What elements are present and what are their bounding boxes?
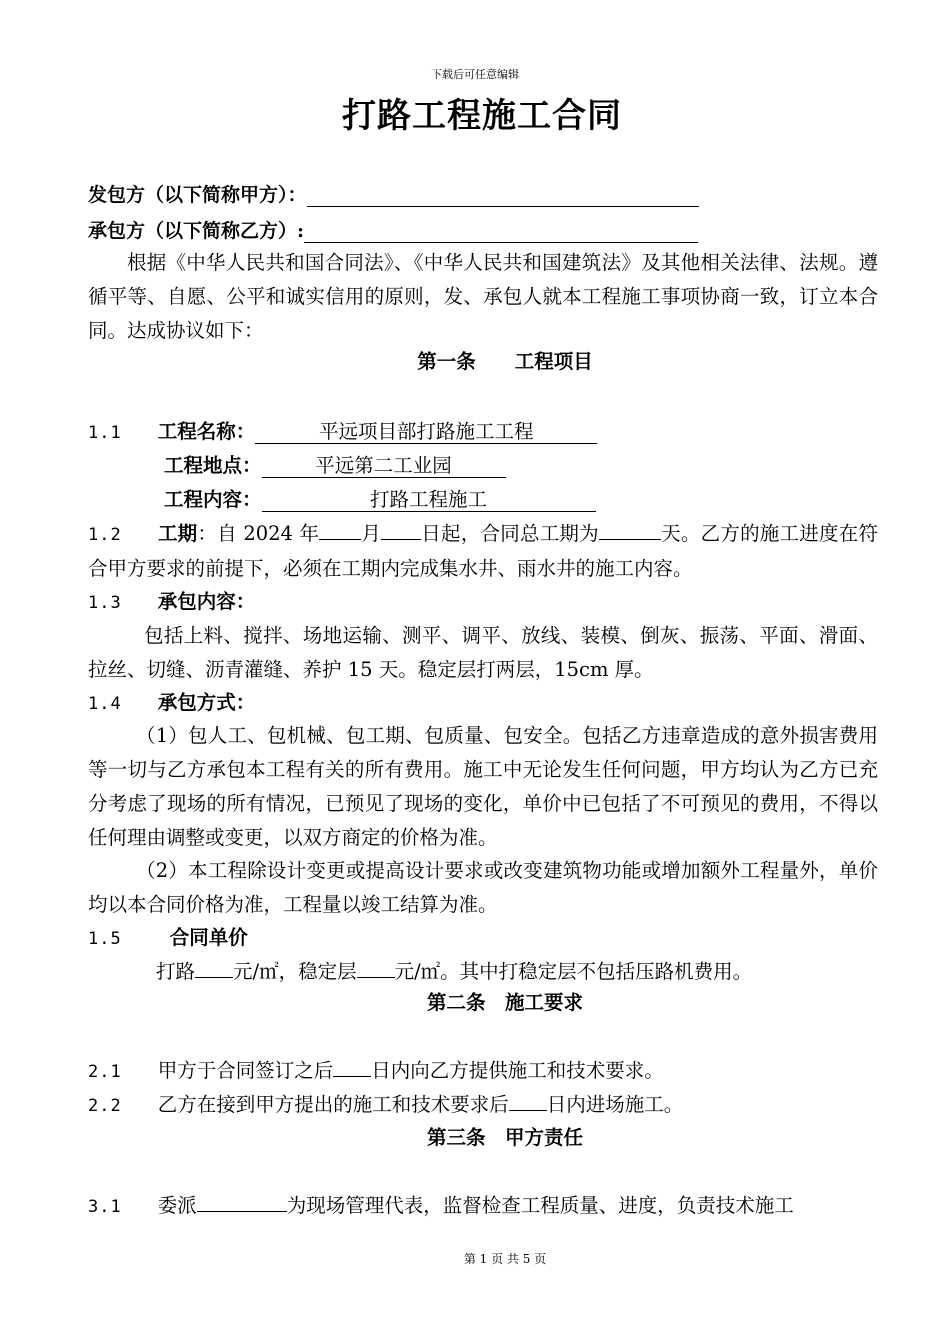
unit-price-text-a: 打路	[156, 960, 196, 983]
clause-number: 1.5	[88, 929, 122, 949]
unit-price-text-b: 元/㎡，稳定层	[233, 960, 357, 983]
document-title: 打路工程施工合同	[342, 96, 622, 136]
duration-text-c: 日起，合同总工期为	[421, 522, 599, 545]
party-a-line	[88, 180, 699, 207]
duration-label: 工期	[157, 522, 198, 545]
party-b-blank[interactable]	[304, 224, 698, 243]
clause-1-5-heading	[88, 921, 248, 956]
road-price-blank[interactable]	[195, 959, 233, 978]
article-3-heading: 第三条 甲方责任	[426, 1126, 583, 1149]
clause-number: 1.4	[88, 694, 122, 714]
clause-1-1-name	[88, 415, 597, 450]
party-a-blank[interactable]	[307, 188, 699, 207]
clause-2-2-text-a: 乙方在接到甲方提出的施工和技术要求后	[157, 1093, 509, 1116]
clause-1-1-site	[164, 449, 506, 483]
clause-number: 2.2	[88, 1096, 122, 1116]
stable-layer-price-blank[interactable]	[357, 959, 395, 978]
unit-price-text-c: 元/㎡。其中打稳定层不包括压路机费用。	[394, 960, 753, 983]
clause-number: 1.3	[88, 593, 122, 613]
clause-2-2	[88, 1088, 683, 1123]
project-content-label: 工程内容：	[164, 488, 262, 511]
project-name-label: 工程名称：	[157, 420, 256, 443]
total-days-blank[interactable]	[599, 521, 661, 540]
duration-text-d: 天。乙方的施工进度在符合甲方要求的前提下，必须在工期内完成集水井、雨水井的施工内容。	[88, 522, 878, 580]
party-a-label: 发包方（以下简称甲方）：	[88, 184, 307, 206]
clause-1-3-heading	[88, 585, 255, 620]
clause-2-1	[88, 1054, 664, 1089]
clause-3-1-text-a: 委派	[157, 1194, 197, 1217]
representative-blank[interactable]	[197, 1193, 287, 1212]
article-2-heading: 第二条 施工要求	[426, 991, 583, 1014]
party-b-label: 承包方（以下简称乙方）:	[88, 220, 305, 242]
project-name-value: 平远项目部打路施工工程	[255, 421, 597, 444]
clause-number: 3.1	[88, 1197, 122, 1217]
days-blank-2-2[interactable]	[509, 1092, 547, 1111]
clause-1-4-heading	[88, 686, 255, 721]
mode-label: 承包方式：	[157, 691, 256, 714]
preamble: 根据《中华人民共和国合同法》、《中华人民共和国建筑法》及其他相关法律、法规。遵循平等、自愿、公平和诚实信用的原则，发、承包人就本工程施工事项协商一致，订立本合同。达成协议如下：	[88, 251, 878, 342]
party-b-line	[88, 216, 698, 243]
project-content-value: 打路工程施工	[262, 489, 596, 512]
day-blank[interactable]	[381, 521, 421, 540]
duration-text-b: 月	[361, 522, 382, 545]
days-blank-2-1[interactable]	[333, 1058, 371, 1077]
clause-3-1-text-b: 为现场管理代表，监督检查工程质量、进度，负责技术施工	[286, 1194, 794, 1217]
clause-number: 1.1	[88, 423, 122, 443]
clause-1-2	[88, 517, 878, 586]
page-footer: 第 1 页 共 5 页	[463, 1252, 547, 1266]
clause-2-2-text-b: 日内进场施工。	[546, 1093, 684, 1116]
clause-number: 1.2	[88, 525, 122, 545]
project-site-value: 平远第二工业园	[262, 455, 506, 478]
scope-label: 承包内容：	[157, 590, 256, 613]
clause-2-1-text-b: 日内向乙方提供施工和技术要求。	[371, 1059, 664, 1082]
header-note: 下载后可任意编辑	[431, 68, 519, 81]
article-1-heading: 第一条 工程项目	[417, 350, 593, 373]
mode-para-1: （1）包人工、包机械、包工期、包质量、包安全。包括乙方违章造成的意外损害费用等一切与乙方承包本工程有关的所有费用。施工中无论发生任何问题，甲方均认为乙方已充分考虑了现场的所有情况，已预见了现场的变化，单价中已包括了不可预见的费用，不得以任何理由调整或变更，以双方商定的价格为准。	[88, 724, 878, 849]
month-blank[interactable]	[319, 521, 361, 540]
project-site-label: 工程地点：	[164, 454, 262, 477]
clause-number: 2.1	[88, 1062, 122, 1082]
scope-text: 包括上料、搅拌、场地运输、测平、调平、放线、装模、倒灰、振荡、平面、滑面、拉丝、切缝、沥青灌缝、养护 15 天。稳定层打两层，15cm 厚。	[88, 624, 878, 681]
clause-2-1-text-a: 甲方于合同签订之后	[157, 1059, 334, 1082]
clause-1-1-content	[164, 483, 596, 517]
mode-para-2: （2）本工程除设计变更或提高设计要求或改变建筑物功能或增加额外工程量外，单价均以本合同价格为准，工程量以竣工结算为准。	[88, 859, 878, 916]
clause-3-1	[88, 1189, 794, 1224]
unit-price-label: 合同单价	[169, 926, 248, 949]
duration-text-a: ：自 2024 年	[197, 522, 320, 545]
unit-price-text	[156, 955, 752, 989]
